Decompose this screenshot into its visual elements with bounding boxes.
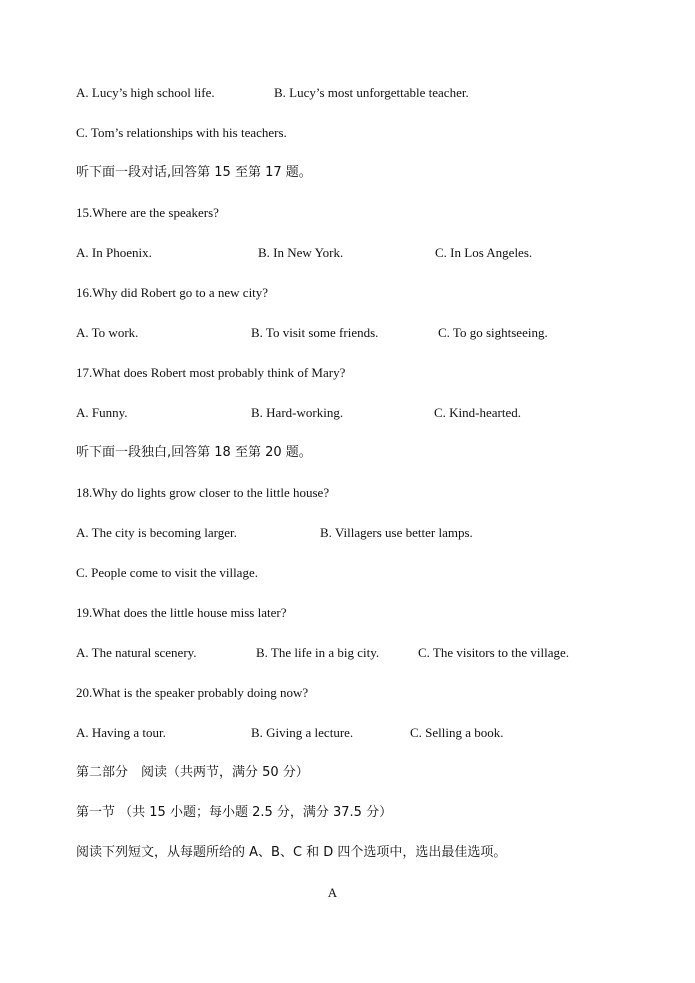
q20-option-a: A. Having a tour. xyxy=(76,725,166,740)
q20-question: 20.What is the speaker probably doing now? xyxy=(76,685,309,700)
q17-option-a: A. Funny. xyxy=(76,405,128,420)
q16-option-a: A. To work. xyxy=(76,325,139,340)
q18-option-c: C. People come to visit the village. xyxy=(76,565,258,580)
instruction-18-20: 听下面一段独白,回答第 18 至第 20 题。 xyxy=(76,445,312,460)
passage-label: A xyxy=(327,885,338,900)
q14-option-a: A. Lucy’s high school life. xyxy=(76,85,215,100)
q17-option-c: C. Kind-hearted. xyxy=(434,405,522,420)
q20-option-b: B. Giving a lecture. xyxy=(251,725,354,740)
q17-option-b: B. Hard-working. xyxy=(251,405,344,420)
q15-question: 15.Where are the speakers? xyxy=(76,205,219,220)
part2-title: 第二部分 阅读（共两节，满分 50 分） xyxy=(76,765,309,780)
q17-question: 17.What does Robert most probably think of Mary? xyxy=(76,365,346,380)
q18-option-a: A. The city is becoming larger. xyxy=(76,525,237,540)
q14-option-b: B. Lucy’s most unforgettable teacher. xyxy=(274,85,469,100)
section1-title: 第一节 （共 15 小题；每小题 2.5 分，满分 37.5 分） xyxy=(76,805,393,820)
q19-option-b: B. The life in a big city. xyxy=(256,645,380,660)
q19-option-a: A. The natural scenery. xyxy=(76,645,197,660)
q16-question: 16.Why did Robert go to a new city? xyxy=(76,285,269,300)
q19-question: 19.What does the little house miss later? xyxy=(76,605,287,620)
q14-option-c: C. Tom’s relationships with his teachers. xyxy=(76,125,287,140)
instruction-15-17: 听下面一段对话,回答第 15 至第 17 题。 xyxy=(76,165,312,180)
q15-option-b: B. In New York. xyxy=(258,245,344,260)
q18-question: 18.Why do lights grow closer to the little house? xyxy=(76,485,330,500)
q20-option-c: C. Selling a book. xyxy=(410,725,504,740)
q19-option-c: C. The visitors to the village. xyxy=(418,645,570,660)
reading-instruction: 阅读下列短文，从每题所给的 A、B、C 和 D 四个选项中，选出最佳选项。 xyxy=(76,845,507,860)
q15-option-c: C. In Los Angeles. xyxy=(435,245,533,260)
q15-option-a: A. In Phoenix. xyxy=(76,245,152,260)
q16-option-b: B. To visit some friends. xyxy=(251,325,379,340)
q18-option-b: B. Villagers use better lamps. xyxy=(320,525,473,540)
q16-option-c: C. To go sightseeing. xyxy=(438,325,548,340)
